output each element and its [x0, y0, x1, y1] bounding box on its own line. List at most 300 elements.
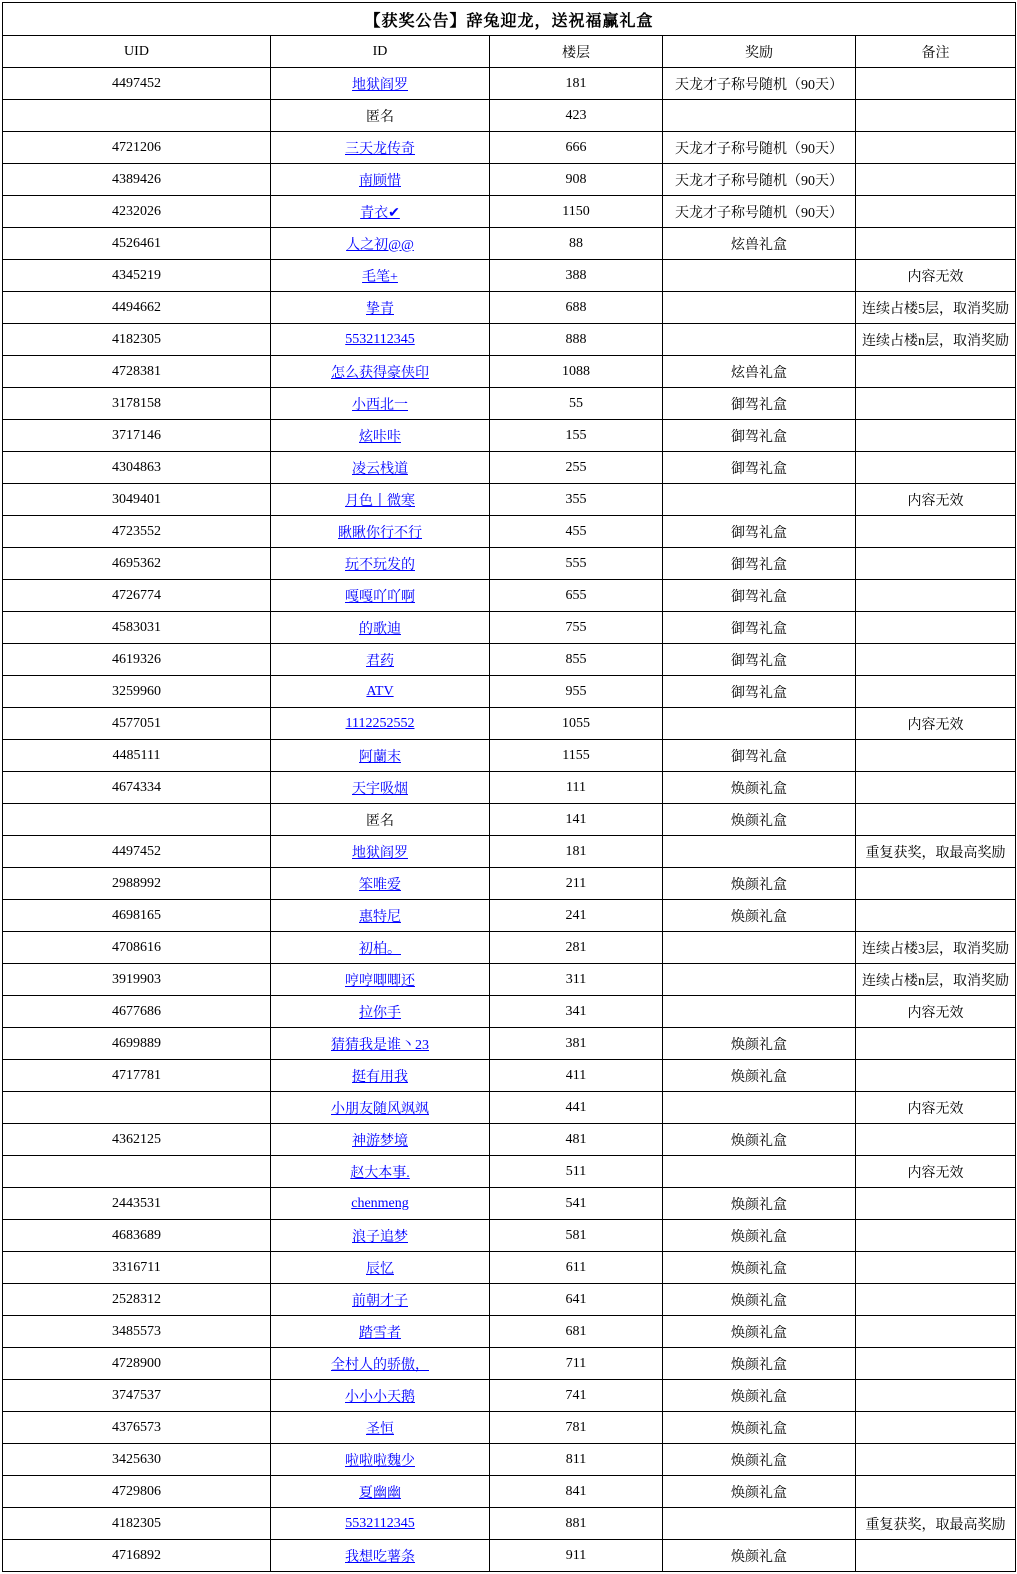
floor-cell: 241 — [490, 900, 663, 932]
remark-cell — [856, 228, 1016, 260]
prize-table — [2, 2, 1016, 1572]
floor-cell: 811 — [490, 1444, 663, 1476]
remark-cell — [856, 1220, 1016, 1252]
remark-cell — [856, 516, 1016, 548]
table-row — [3, 196, 1016, 228]
reward-cell: 焕颜礼盒 — [663, 1540, 856, 1572]
floor-cell: 211 — [490, 868, 663, 900]
remark-cell — [856, 1284, 1016, 1316]
reward-cell: 御驾礼盒 — [663, 740, 856, 772]
reward-cell: 御驾礼盒 — [663, 580, 856, 612]
user-id-link[interactable]: 天宇吸烟 — [352, 781, 408, 797]
user-id-link[interactable]: 怎么获得豪侠印 — [331, 365, 429, 381]
user-id-link[interactable]: 5532112345 — [345, 1515, 415, 1531]
id-cell — [271, 196, 490, 228]
table-row — [3, 836, 1016, 868]
uid-cell: 4729806 — [3, 1476, 271, 1508]
remark-cell: 内容无效 — [856, 1092, 1016, 1124]
id-cell — [271, 1156, 490, 1188]
floor-cell: 581 — [490, 1220, 663, 1252]
user-id-link[interactable]: 青衣✔ — [360, 205, 400, 221]
reward-cell: 焕颜礼盒 — [663, 1188, 856, 1220]
user-id-link[interactable]: 全村人的骄傲， — [331, 1357, 429, 1373]
uid-cell: 4619326 — [3, 644, 271, 676]
reward-cell: 焕颜礼盒 — [663, 1028, 856, 1060]
reward-cell — [663, 964, 856, 996]
reward-cell: 焕颜礼盒 — [663, 1220, 856, 1252]
table-row — [3, 932, 1016, 964]
floor-cell: 688 — [490, 292, 663, 324]
uid-cell: 3425630 — [3, 1444, 271, 1476]
table-row — [3, 1156, 1016, 1188]
id-cell — [271, 1124, 490, 1156]
remark-cell — [856, 900, 1016, 932]
floor-cell: 441 — [490, 1092, 663, 1124]
id-cell — [271, 1316, 490, 1348]
floor-cell: 841 — [490, 1476, 663, 1508]
id-cell — [271, 580, 490, 612]
reward-cell: 焕颜礼盒 — [663, 1412, 856, 1444]
remark-cell — [856, 1188, 1016, 1220]
floor-cell: 555 — [490, 548, 663, 580]
floor-cell: 911 — [490, 1540, 663, 1572]
reward-cell: 焕颜礼盒 — [663, 868, 856, 900]
id-cell — [271, 324, 490, 356]
table-row — [3, 644, 1016, 676]
reward-cell: 御驾礼盒 — [663, 676, 856, 708]
table-row — [3, 964, 1016, 996]
id-cell — [271, 356, 490, 388]
user-id-link[interactable]: 南顾惜 — [359, 173, 401, 189]
floor-cell: 655 — [490, 580, 663, 612]
reward-cell: 焕颜礼盒 — [663, 1444, 856, 1476]
reward-cell: 焕颜礼盒 — [663, 1476, 856, 1508]
table-row — [3, 228, 1016, 260]
floor-cell: 388 — [490, 260, 663, 292]
floor-cell: 541 — [490, 1188, 663, 1220]
user-id-link[interactable]: 初柏。 — [359, 941, 401, 957]
column-header-id: ID — [271, 36, 490, 68]
floor-cell: 55 — [490, 388, 663, 420]
floor-cell: 881 — [490, 1508, 663, 1540]
id-cell — [271, 164, 490, 196]
column-header-floor: 楼层 — [490, 36, 663, 68]
id-cell — [271, 836, 490, 868]
remark-cell: 内容无效 — [856, 996, 1016, 1028]
reward-cell — [663, 1156, 856, 1188]
table-row — [3, 1444, 1016, 1476]
remark-cell: 内容无效 — [856, 484, 1016, 516]
uid-cell: 3717146 — [3, 420, 271, 452]
floor-cell: 1088 — [490, 356, 663, 388]
reward-cell: 焕颜礼盒 — [663, 900, 856, 932]
reward-cell — [663, 324, 856, 356]
uid-cell: 2528312 — [3, 1284, 271, 1316]
floor-cell: 641 — [490, 1284, 663, 1316]
uid-cell: 4674334 — [3, 772, 271, 804]
title-row — [3, 3, 1016, 36]
id-cell — [271, 484, 490, 516]
uid-cell: 4683689 — [3, 1220, 271, 1252]
table-row — [3, 324, 1016, 356]
uid-cell: 3316711 — [3, 1252, 271, 1284]
user-id-link[interactable]: 炫咔咔 — [359, 429, 401, 445]
reward-cell — [663, 292, 856, 324]
uid-cell: 3049401 — [3, 484, 271, 516]
remark-cell — [856, 68, 1016, 100]
uid-cell: 3747537 — [3, 1380, 271, 1412]
table-row — [3, 868, 1016, 900]
remark-cell: 连续占楼5层，取消奖励 — [856, 292, 1016, 324]
uid-cell: 4376573 — [3, 1412, 271, 1444]
reward-cell — [663, 484, 856, 516]
table-row — [3, 1060, 1016, 1092]
floor-cell: 381 — [490, 1028, 663, 1060]
user-id-link[interactable]: 地狱阎罗 — [352, 845, 408, 861]
table-row — [3, 388, 1016, 420]
user-id-link[interactable]: 哼哼唧唧还 — [345, 973, 415, 989]
uid-cell — [3, 1156, 271, 1188]
remark-cell: 内容无效 — [856, 260, 1016, 292]
remark-cell — [856, 132, 1016, 164]
remark-cell: 连续占楼3层，取消奖励 — [856, 932, 1016, 964]
user-id-link[interactable]: 小西北一 — [352, 397, 408, 413]
remark-cell — [856, 1476, 1016, 1508]
table-row — [3, 1380, 1016, 1412]
remark-cell — [856, 740, 1016, 772]
floor-cell: 341 — [490, 996, 663, 1028]
reward-cell: 天龙才子称号随机（90天） — [663, 196, 856, 228]
floor-cell: 681 — [490, 1316, 663, 1348]
floor-cell: 666 — [490, 132, 663, 164]
id-cell — [271, 996, 490, 1028]
user-id-link[interactable]: 猜猜我是谁丶23 — [331, 1037, 429, 1053]
table-row — [3, 996, 1016, 1028]
user-id-link[interactable]: 惠特尼 — [359, 909, 401, 925]
user-id-link[interactable]: 笨唯爱 — [359, 877, 401, 893]
user-id-link[interactable]: 5532112345 — [345, 331, 415, 347]
floor-cell: 741 — [490, 1380, 663, 1412]
table-row — [3, 1508, 1016, 1540]
uid-cell: 2443531 — [3, 1188, 271, 1220]
uid-cell: 4728381 — [3, 356, 271, 388]
uid-cell: 4182305 — [3, 1508, 271, 1540]
floor-cell: 88 — [490, 228, 663, 260]
id-cell — [271, 676, 490, 708]
table-row — [3, 100, 1016, 132]
id-cell — [271, 1220, 490, 1252]
column-header-remark: 备注 — [856, 36, 1016, 68]
remark-cell — [856, 804, 1016, 836]
user-id-link[interactable]: 嘎嘎吖吖啊 — [345, 589, 415, 605]
floor-cell: 1055 — [490, 708, 663, 740]
reward-cell: 御驾礼盒 — [663, 644, 856, 676]
table-row — [3, 164, 1016, 196]
table-row — [3, 1348, 1016, 1380]
user-id-link[interactable]: 啦啦啦魏少 — [345, 1453, 415, 1469]
uid-cell: 4699889 — [3, 1028, 271, 1060]
uid-cell: 4723552 — [3, 516, 271, 548]
user-id-link[interactable]: 玩不玩发的 — [345, 557, 415, 573]
uid-cell: 3259960 — [3, 676, 271, 708]
remark-cell: 重复获奖，取最高奖励 — [856, 1508, 1016, 1540]
table-row — [3, 1284, 1016, 1316]
reward-cell — [663, 708, 856, 740]
id-cell — [271, 772, 490, 804]
id-cell — [271, 260, 490, 292]
reward-cell: 炫兽礼盒 — [663, 356, 856, 388]
reward-cell: 焕颜礼盒 — [663, 1348, 856, 1380]
table-row — [3, 452, 1016, 484]
user-id-link[interactable]: 前朝才子 — [352, 1293, 408, 1309]
floor-cell: 155 — [490, 420, 663, 452]
id-cell — [271, 1028, 490, 1060]
uid-cell — [3, 804, 271, 836]
user-id-link[interactable]: 君药 — [366, 653, 394, 669]
reward-cell: 焕颜礼盒 — [663, 1284, 856, 1316]
remark-cell — [856, 196, 1016, 228]
reward-cell: 天龙才子称号随机（90天） — [663, 68, 856, 100]
id-cell — [271, 1508, 490, 1540]
floor-cell: 1150 — [490, 196, 663, 228]
reward-cell: 焕颜礼盒 — [663, 1380, 856, 1412]
table-row — [3, 1476, 1016, 1508]
prize-table-body — [3, 68, 1016, 1572]
reward-cell: 御驾礼盒 — [663, 452, 856, 484]
floor-cell: 455 — [490, 516, 663, 548]
id-cell — [271, 1348, 490, 1380]
uid-cell: 3178158 — [3, 388, 271, 420]
reward-cell: 焕颜礼盒 — [663, 1060, 856, 1092]
floor-cell: 511 — [490, 1156, 663, 1188]
header-row — [3, 36, 1016, 68]
uid-cell: 4577051 — [3, 708, 271, 740]
uid-cell: 4526461 — [3, 228, 271, 260]
id-cell — [271, 228, 490, 260]
remark-cell — [856, 420, 1016, 452]
floor-cell: 181 — [490, 836, 663, 868]
reward-cell: 焕颜礼盒 — [663, 1124, 856, 1156]
reward-cell: 御驾礼盒 — [663, 420, 856, 452]
id-cell — [271, 420, 490, 452]
table-row — [3, 740, 1016, 772]
table-row — [3, 772, 1016, 804]
user-id-link[interactable]: 夏幽幽 — [359, 1485, 401, 1501]
id-cell — [271, 1444, 490, 1476]
user-id-link[interactable]: 拉你手 — [359, 1005, 401, 1021]
uid-cell: 4485111 — [3, 740, 271, 772]
user-id-link[interactable]: 神游梦境 — [352, 1133, 408, 1149]
user-id-link[interactable]: 瞅瞅你行不行 — [338, 525, 422, 541]
table-row — [3, 708, 1016, 740]
column-header-reward: 奖励 — [663, 36, 856, 68]
column-header-uid: UID — [3, 36, 271, 68]
table-row — [3, 548, 1016, 580]
remark-cell — [856, 580, 1016, 612]
id-cell — [271, 708, 490, 740]
id-cell — [271, 868, 490, 900]
id-cell — [271, 1540, 490, 1572]
reward-cell: 焕颜礼盒 — [663, 1316, 856, 1348]
table-row — [3, 804, 1016, 836]
floor-cell: 781 — [490, 1412, 663, 1444]
reward-cell — [663, 932, 856, 964]
reward-cell: 御驾礼盒 — [663, 388, 856, 420]
reward-cell: 天龙才子称号随机（90天） — [663, 132, 856, 164]
user-id-link[interactable]: 辰忆 — [366, 1261, 394, 1277]
table-row — [3, 1412, 1016, 1444]
user-id-link[interactable]: 圣恒 — [366, 1421, 394, 1437]
id-cell — [271, 452, 490, 484]
remark-cell: 连续占楼n层，取消奖励 — [856, 324, 1016, 356]
table-row — [3, 132, 1016, 164]
user-id-link[interactable]: chenmeng — [351, 1195, 409, 1211]
table-row — [3, 1124, 1016, 1156]
floor-cell: 423 — [490, 100, 663, 132]
page-title: 【获奖公告】辞兔迎龙，送祝福赢礼盒 — [3, 3, 1016, 36]
reward-cell: 御驾礼盒 — [663, 548, 856, 580]
id-cell — [271, 740, 490, 772]
id-cell — [271, 1060, 490, 1092]
reward-cell: 天龙才子称号随机（90天） — [663, 164, 856, 196]
uid-cell: 4716892 — [3, 1540, 271, 1572]
floor-cell: 481 — [490, 1124, 663, 1156]
table-row — [3, 612, 1016, 644]
id-cell — [271, 644, 490, 676]
uid-cell: 4721206 — [3, 132, 271, 164]
id-cell — [271, 388, 490, 420]
table-row — [3, 1316, 1016, 1348]
remark-cell — [856, 1540, 1016, 1572]
remark-cell — [856, 868, 1016, 900]
reward-cell — [663, 1092, 856, 1124]
remark-cell — [856, 100, 1016, 132]
uid-cell: 4708616 — [3, 932, 271, 964]
table-row — [3, 676, 1016, 708]
floor-cell: 141 — [490, 804, 663, 836]
uid-cell: 2988992 — [3, 868, 271, 900]
user-id-link[interactable]: 踏雪者 — [359, 1325, 401, 1341]
reward-cell: 御驾礼盒 — [663, 612, 856, 644]
reward-cell: 焕颜礼盒 — [663, 1252, 856, 1284]
user-id-link[interactable]: 小朋友随风飒飒 — [331, 1101, 429, 1117]
reward-cell: 御驾礼盒 — [663, 516, 856, 548]
user-id-link[interactable]: 1112252552 — [345, 715, 415, 731]
floor-cell: 181 — [490, 68, 663, 100]
table-row — [3, 292, 1016, 324]
uid-cell: 4717781 — [3, 1060, 271, 1092]
uid-cell: 4695362 — [3, 548, 271, 580]
user-id-link[interactable]: 挚青 — [366, 301, 394, 317]
user-id-link[interactable]: 地狱阎罗 — [352, 77, 408, 93]
user-id-link[interactable]: ATV — [366, 683, 394, 699]
remark-cell — [856, 772, 1016, 804]
reward-cell — [663, 1508, 856, 1540]
remark-cell — [856, 612, 1016, 644]
id-cell — [271, 68, 490, 100]
floor-cell: 711 — [490, 1348, 663, 1380]
floor-cell: 755 — [490, 612, 663, 644]
user-id-link[interactable]: 小小小天鹅 — [345, 1389, 415, 1405]
user-id-link[interactable]: 挺有用我 — [352, 1069, 408, 1085]
uid-cell: 4232026 — [3, 196, 271, 228]
floor-cell: 1155 — [490, 740, 663, 772]
uid-cell: 4583031 — [3, 612, 271, 644]
remark-cell — [856, 1444, 1016, 1476]
floor-cell: 955 — [490, 676, 663, 708]
remark-cell — [856, 1124, 1016, 1156]
floor-cell: 411 — [490, 1060, 663, 1092]
uid-cell: 4362125 — [3, 1124, 271, 1156]
uid-cell: 4726774 — [3, 580, 271, 612]
remark-cell — [856, 1252, 1016, 1284]
id-cell: 匿名 — [271, 100, 490, 132]
remark-cell — [856, 1028, 1016, 1060]
floor-cell: 281 — [490, 932, 663, 964]
floor-cell: 855 — [490, 644, 663, 676]
user-id-link[interactable]: 毛笔+ — [362, 269, 398, 285]
remark-cell — [856, 1348, 1016, 1380]
user-id-link[interactable]: 月色丨微寒 — [345, 493, 415, 509]
uid-cell: 3485573 — [3, 1316, 271, 1348]
floor-cell: 311 — [490, 964, 663, 996]
uid-cell — [3, 100, 271, 132]
user-id-link[interactable]: 人之初@@ — [346, 237, 414, 253]
user-id-link[interactable]: 浪子追梦 — [352, 1229, 408, 1245]
reward-cell: 焕颜礼盒 — [663, 772, 856, 804]
floor-cell: 908 — [490, 164, 663, 196]
id-cell — [271, 1092, 490, 1124]
table-row — [3, 420, 1016, 452]
id-cell — [271, 1476, 490, 1508]
reward-cell — [663, 836, 856, 868]
id-cell — [271, 1284, 490, 1316]
uid-cell: 4389426 — [3, 164, 271, 196]
table-row — [3, 1028, 1016, 1060]
id-cell — [271, 964, 490, 996]
remark-cell: 重复获奖，取最高奖励 — [856, 836, 1016, 868]
table-row — [3, 1188, 1016, 1220]
remark-cell — [856, 1060, 1016, 1092]
remark-cell — [856, 452, 1016, 484]
user-id-link[interactable]: 赵大本事. — [350, 1165, 410, 1181]
remark-cell — [856, 1412, 1016, 1444]
table-row — [3, 900, 1016, 932]
user-id-link[interactable]: 我想吃薯条 — [345, 1549, 415, 1565]
reward-cell — [663, 996, 856, 1028]
floor-cell: 888 — [490, 324, 663, 356]
uid-cell: 4728900 — [3, 1348, 271, 1380]
remark-cell — [856, 644, 1016, 676]
table-row — [3, 1252, 1016, 1284]
id-cell — [271, 900, 490, 932]
id-cell — [271, 612, 490, 644]
user-id-link[interactable]: 阿蘭末 — [359, 749, 401, 765]
remark-cell: 内容无效 — [856, 708, 1016, 740]
id-cell — [271, 1188, 490, 1220]
user-id-link[interactable]: 三天龙传奇 — [345, 141, 415, 157]
reward-cell — [663, 260, 856, 292]
reward-cell: 炫兽礼盒 — [663, 228, 856, 260]
reward-cell: 焕颜礼盒 — [663, 804, 856, 836]
remark-cell — [856, 676, 1016, 708]
id-cell — [271, 932, 490, 964]
user-id-link[interactable]: 的歌迪 — [359, 621, 401, 637]
remark-cell — [856, 356, 1016, 388]
remark-cell — [856, 548, 1016, 580]
user-id-link[interactable]: 凌云栈道 — [352, 461, 408, 477]
id-cell — [271, 1412, 490, 1444]
